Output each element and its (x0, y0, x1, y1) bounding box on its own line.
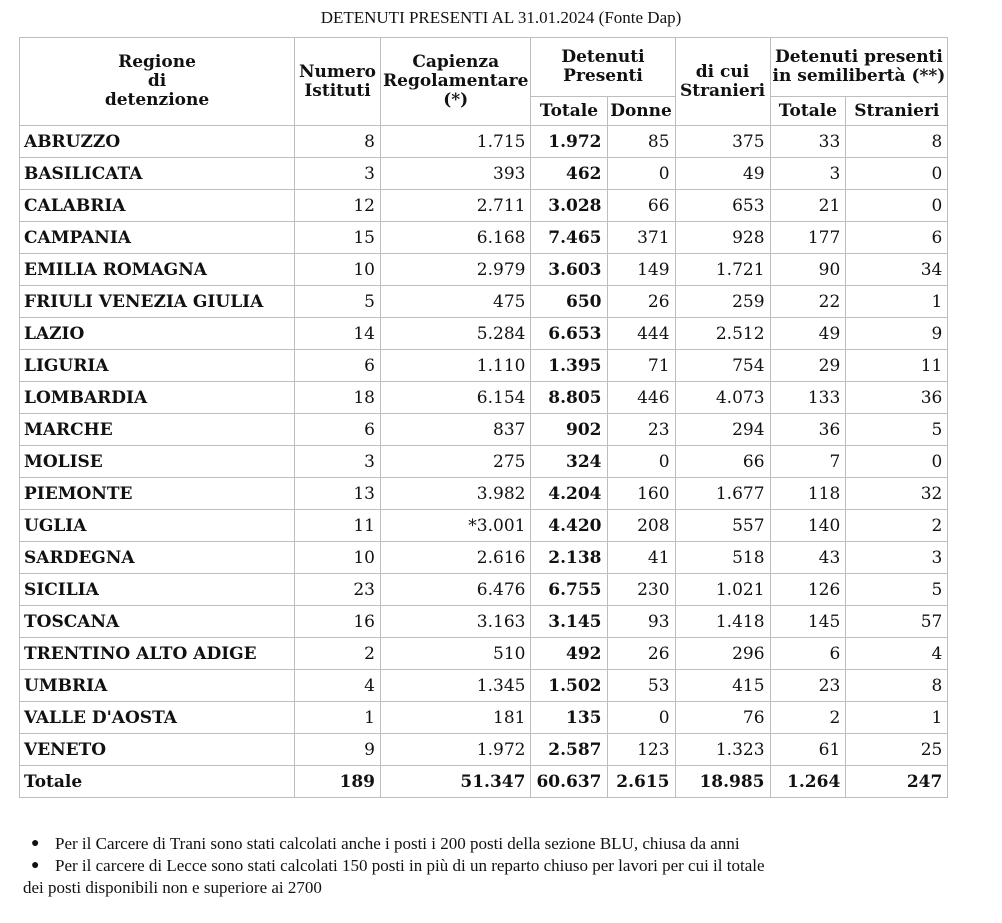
cell-capacity: *3.001 (381, 510, 531, 542)
cell-present-women: 26 (607, 638, 675, 670)
table-row (20, 286, 948, 318)
cell-semi-total: 43 (770, 542, 846, 574)
cell-institutes: 18 (295, 382, 381, 414)
cell-foreign: 653 (675, 190, 770, 222)
cell-present-total: 3.603 (531, 254, 607, 286)
table-row (20, 670, 948, 702)
cell-present-women: 66 (607, 190, 675, 222)
cell-capacity: 275 (381, 446, 531, 478)
header-present: Detenuti Presenti (531, 38, 675, 97)
table-row (20, 702, 948, 734)
cell-semi-foreign: 34 (846, 254, 948, 286)
cell-semi-foreign: 5 (846, 574, 948, 606)
footnote-lecce: ● Per il carcere di Lecce sono stati calcolati 150 posti in più di un reparto chiuso per lavori per cui il totale dei posti disponibili non e superiore ai 2700 (23, 856, 765, 897)
cell-region: PIEMONTE (20, 478, 295, 510)
table-row (20, 382, 948, 414)
header-foreign: di cui Stranieri (675, 38, 770, 126)
cell-semi-foreign: 3 (846, 542, 948, 574)
table-row (20, 734, 948, 766)
cell-present-women: 85 (607, 126, 675, 158)
cell-foreign: 754 (675, 350, 770, 382)
cell-institutes: 12 (295, 190, 381, 222)
cell-foreign: 375 (675, 126, 770, 158)
table-row (20, 190, 948, 222)
cell-semi-total: 2 (770, 702, 846, 734)
cell-region: FRIULI VENEZIA GIULIA (20, 286, 295, 318)
cell-institutes: 14 (295, 318, 381, 350)
cell-semi-total: 177 (770, 222, 846, 254)
cell-capacity: 1.345 (381, 670, 531, 702)
cell-present-women: 0 (607, 702, 675, 734)
cell-institutes: 4 (295, 670, 381, 702)
cell-present-total: 492 (531, 638, 607, 670)
header-present-women: Donne (607, 97, 675, 126)
cell-semi-total: 33 (770, 126, 846, 158)
header-institutes: Numero Istituti (295, 38, 381, 126)
cell-semi-total: 49 (770, 318, 846, 350)
cell-present-women: 26 (607, 286, 675, 318)
cell-present-total: 3.028 (531, 190, 607, 222)
cell-present-women: 149 (607, 254, 675, 286)
table-row (20, 222, 948, 254)
cell-present-total: 8.805 (531, 382, 607, 414)
cell-present-total: 135 (531, 702, 607, 734)
cell-present-women: 0 (607, 446, 675, 478)
cell-capacity: 837 (381, 414, 531, 446)
cell-semi-foreign: 247 (846, 766, 948, 798)
cell-institutes: 9 (295, 734, 381, 766)
cell-institutes: 15 (295, 222, 381, 254)
cell-institutes: 10 (295, 542, 381, 574)
cell-present-women: 160 (607, 478, 675, 510)
cell-capacity: 1.110 (381, 350, 531, 382)
table-row (20, 574, 948, 606)
cell-present-women: 208 (607, 510, 675, 542)
footnote-trani: ● Per il Carcere di Trani sono stati calcolati anche i posti i 200 posti della sezione BLU, chiusa da anni (31, 834, 740, 853)
total-row (20, 766, 948, 798)
cell-present-women: 2.615 (607, 766, 675, 798)
cell-present-total: 4.204 (531, 478, 607, 510)
table-row (20, 414, 948, 446)
cell-region: MOLISE (20, 446, 295, 478)
cell-institutes: 5 (295, 286, 381, 318)
cell-region: LAZIO (20, 318, 295, 350)
cell-semi-foreign: 0 (846, 446, 948, 478)
table-caption: DETENUTI PRESENTI AL 31.01.2024 (Fonte Dap) (320, 8, 682, 27)
cell-region: UMBRIA (20, 670, 295, 702)
cell-present-women: 0 (607, 158, 675, 190)
cell-present-total: 902 (531, 414, 607, 446)
cell-semi-total: 23 (770, 670, 846, 702)
cell-semi-foreign: 1 (846, 286, 948, 318)
cell-semi-total: 61 (770, 734, 846, 766)
table-row (20, 542, 948, 574)
cell-present-total: 3.145 (531, 606, 607, 638)
cell-foreign: 4.073 (675, 382, 770, 414)
cell-capacity: 475 (381, 286, 531, 318)
cell-institutes: 3 (295, 446, 381, 478)
cell-capacity: 2.616 (381, 542, 531, 574)
cell-region: CALABRIA (20, 190, 295, 222)
cell-present-total: 1.395 (531, 350, 607, 382)
cell-present-total: 1.502 (531, 670, 607, 702)
cell-foreign: 18.985 (675, 766, 770, 798)
cell-present-total: 650 (531, 286, 607, 318)
bullet-icon: ● (31, 836, 40, 851)
cell-present-women: 23 (607, 414, 675, 446)
cell-present-total: 7.465 (531, 222, 607, 254)
cell-foreign: 1.323 (675, 734, 770, 766)
table-row (20, 446, 948, 478)
header-semi: Detenuti presenti in semilibertà (**) (770, 38, 948, 97)
cell-present-total: 324 (531, 446, 607, 478)
cell-capacity: 2.979 (381, 254, 531, 286)
cell-institutes: 1 (295, 702, 381, 734)
cell-institutes: 2 (295, 638, 381, 670)
cell-semi-foreign: 0 (846, 190, 948, 222)
cell-region: TOSCANA (20, 606, 295, 638)
cell-present-women: 123 (607, 734, 675, 766)
cell-institutes: 23 (295, 574, 381, 606)
cell-semi-foreign: 0 (846, 158, 948, 190)
cell-present-total: 6.755 (531, 574, 607, 606)
cell-capacity: 51.347 (381, 766, 531, 798)
cell-present-total: 1.972 (531, 126, 607, 158)
header-semi-total: Totale (770, 97, 846, 126)
cell-present-women: 230 (607, 574, 675, 606)
table-row (20, 158, 948, 190)
table-row (20, 638, 948, 670)
cell-present-total: 462 (531, 158, 607, 190)
table-row (20, 350, 948, 382)
cell-foreign: 296 (675, 638, 770, 670)
detainees-table (19, 37, 948, 798)
header-present-total: Totale (531, 97, 607, 126)
cell-semi-total: 3 (770, 158, 846, 190)
cell-semi-total: 140 (770, 510, 846, 542)
cell-semi-total: 126 (770, 574, 846, 606)
cell-foreign: 1.721 (675, 254, 770, 286)
cell-capacity: 6.168 (381, 222, 531, 254)
cell-present-total: 2.138 (531, 542, 607, 574)
cell-region: BASILICATA (20, 158, 295, 190)
cell-semi-foreign: 1 (846, 702, 948, 734)
table-row (20, 510, 948, 542)
cell-foreign: 557 (675, 510, 770, 542)
cell-capacity: 5.284 (381, 318, 531, 350)
cell-semi-foreign: 5 (846, 414, 948, 446)
cell-foreign: 49 (675, 158, 770, 190)
cell-present-total: 60.637 (531, 766, 607, 798)
bullet-icon: ● (31, 858, 40, 873)
cell-institutes: 6 (295, 414, 381, 446)
cell-institutes: 16 (295, 606, 381, 638)
cell-institutes: 189 (295, 766, 381, 798)
cell-region: ABRUZZO (20, 126, 295, 158)
table-row (20, 126, 948, 158)
cell-capacity: 6.476 (381, 574, 531, 606)
cell-semi-foreign: 36 (846, 382, 948, 414)
cell-present-women: 371 (607, 222, 675, 254)
cell-region: VALLE D'AOSTA (20, 702, 295, 734)
cell-present-women: 53 (607, 670, 675, 702)
cell-foreign: 76 (675, 702, 770, 734)
cell-foreign: 518 (675, 542, 770, 574)
cell-semi-foreign: 4 (846, 638, 948, 670)
cell-region: SICILIA (20, 574, 295, 606)
cell-semi-total: 36 (770, 414, 846, 446)
cell-semi-foreign: 57 (846, 606, 948, 638)
cell-semi-foreign: 32 (846, 478, 948, 510)
cell-present-women: 446 (607, 382, 675, 414)
cell-semi-total: 29 (770, 350, 846, 382)
table-row (20, 318, 948, 350)
cell-institutes: 10 (295, 254, 381, 286)
cell-institutes: 11 (295, 510, 381, 542)
cell-present-women: 93 (607, 606, 675, 638)
cell-present-total: 4.420 (531, 510, 607, 542)
cell-semi-foreign: 8 (846, 126, 948, 158)
cell-region: EMILIA ROMAGNA (20, 254, 295, 286)
cell-present-total: 6.653 (531, 318, 607, 350)
cell-semi-foreign: 9 (846, 318, 948, 350)
table-body (20, 126, 948, 798)
table-row (20, 478, 948, 510)
cell-capacity: 181 (381, 702, 531, 734)
cell-foreign: 928 (675, 222, 770, 254)
cell-semi-total: 118 (770, 478, 846, 510)
cell-foreign: 1.021 (675, 574, 770, 606)
cell-foreign: 1.418 (675, 606, 770, 638)
cell-semi-foreign: 11 (846, 350, 948, 382)
cell-institutes: 6 (295, 350, 381, 382)
footnotes (23, 833, 1000, 899)
cell-foreign: 1.677 (675, 478, 770, 510)
cell-capacity: 1.715 (381, 126, 531, 158)
cell-region: SARDEGNA (20, 542, 295, 574)
cell-present-women: 444 (607, 318, 675, 350)
cell-foreign: 415 (675, 670, 770, 702)
cell-capacity: 1.972 (381, 734, 531, 766)
cell-institutes: 3 (295, 158, 381, 190)
cell-region: LOMBARDIA (20, 382, 295, 414)
cell-semi-foreign: 8 (846, 670, 948, 702)
cell-semi-total: 145 (770, 606, 846, 638)
cell-region: VENETO (20, 734, 295, 766)
cell-capacity: 3.982 (381, 478, 531, 510)
header-region: Regione di detenzione (20, 38, 295, 126)
cell-present-women: 41 (607, 542, 675, 574)
cell-semi-total: 133 (770, 382, 846, 414)
cell-region: Totale (20, 766, 295, 798)
cell-semi-foreign: 25 (846, 734, 948, 766)
table-row (20, 254, 948, 286)
cell-foreign: 66 (675, 446, 770, 478)
header-capacity: Capienza Regolamentare (*) (381, 38, 531, 126)
cell-capacity: 393 (381, 158, 531, 190)
table-row (20, 606, 948, 638)
cell-capacity: 510 (381, 638, 531, 670)
cell-region: LIGURIA (20, 350, 295, 382)
cell-foreign: 259 (675, 286, 770, 318)
cell-foreign: 2.512 (675, 318, 770, 350)
cell-institutes: 13 (295, 478, 381, 510)
cell-capacity: 6.154 (381, 382, 531, 414)
cell-region: CAMPANIA (20, 222, 295, 254)
cell-semi-total: 22 (770, 286, 846, 318)
cell-semi-foreign: 2 (846, 510, 948, 542)
cell-semi-total: 1.264 (770, 766, 846, 798)
cell-region: MARCHE (20, 414, 295, 446)
cell-present-total: 2.587 (531, 734, 607, 766)
cell-semi-total: 21 (770, 190, 846, 222)
cell-semi-total: 6 (770, 638, 846, 670)
header-semi-foreign: Stranieri (846, 97, 948, 126)
cell-present-women: 71 (607, 350, 675, 382)
cell-region: TRENTINO ALTO ADIGE (20, 638, 295, 670)
cell-semi-foreign: 6 (846, 222, 948, 254)
cell-institutes: 8 (295, 126, 381, 158)
cell-semi-total: 7 (770, 446, 846, 478)
cell-foreign: 294 (675, 414, 770, 446)
cell-capacity: 3.163 (381, 606, 531, 638)
cell-region: UGLIA (20, 510, 295, 542)
cell-capacity: 2.711 (381, 190, 531, 222)
cell-semi-total: 90 (770, 254, 846, 286)
